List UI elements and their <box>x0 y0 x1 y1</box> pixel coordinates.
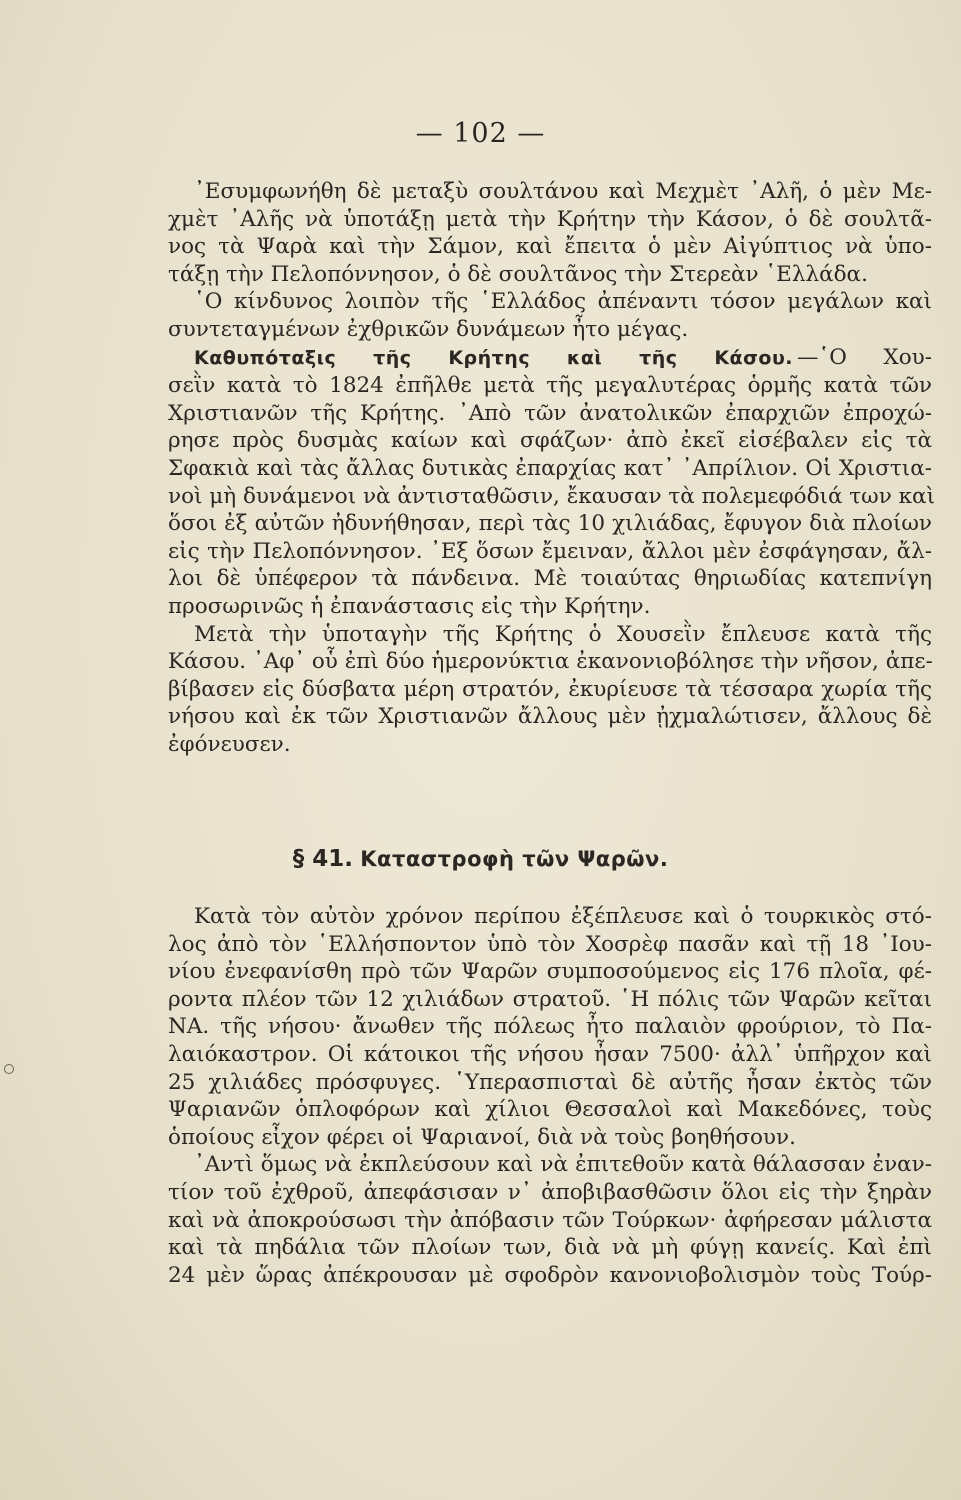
text-line: Κατὰ τὸν αὐτὸν χρόνον περίπου ἐξέπλευσε καὶ ὁ τουρκικὸς στό- <box>194 904 932 929</box>
text-line: ὁποίους εἶχον φέρει οἱ Ψαριανοί, διὰ νὰ τοὺς βοηθήσουν. <box>168 1124 796 1150</box>
text-line: λοι δὲ ὑπέφερον τὰ πάνδεινα. Μὲ τοιαύτας θηριωδίας κατεπνίγη <box>168 566 932 592</box>
text-line: βίβασεν εἰς δύσβατα μέρη στρατόν, ἐκυρίευσε τὰ τέσσαρα χωρία τῆς <box>168 676 932 702</box>
paragraph-block-top <box>168 178 936 758</box>
text-line: 25 χιλιάδες πρόσφυγες. ῾Υπερασπισταὶ δὲ αὐτῆς ἦσαν ἐκτὸς τῶν <box>168 1069 932 1095</box>
text-line: νος τὰ Ψαρὰ καὶ τὴν Σάμον, καὶ ἔπειτα ὁ μὲν Αἰγύπτιος νὰ ὑπο- <box>168 234 932 260</box>
text-line: Μετὰ τὴν ὑποταγὴν τῆς Κρήτης ὁ Χουσεῒν ἔπλευσε κατὰ τῆς <box>194 621 932 647</box>
text-line: καὶ νὰ ἀποκρούσωσι τὴν ἀπόβασιν τῶν Τούρκων· ἀφήρεσαν μάλιστα <box>168 1207 932 1233</box>
text-line: λαιόκαστρον. Οἱ κάτοικοι τῆς νήσου ἦσαν 7500· ἀλλ᾿ ὑπῆρχον καὶ <box>168 1041 932 1067</box>
margin-circle-mark <box>4 1064 14 1074</box>
text-line: χμὲτ ᾿Αλῆς νὰ ὑποτάξῃ μετὰ τὴν Κρήτην τὴν Κάσον, ὁ δὲ σουλτᾶ- <box>168 206 932 232</box>
text-line: νήσου καὶ ἐκ τῶν Χριστιανῶν ἄλλους μὲν ᾐχμαλώτισεν, ἄλλους δὲ <box>168 704 932 730</box>
text-line: ὅσοι ἐξ αὐτῶν ἠδυνήθησαν, περὶ τὰς 10 χιλιάδας, ἔφυγον διὰ πλοίων <box>168 511 932 537</box>
text-line: Κάσου. ᾿Αφ᾿ οὗ ἐπὶ δύο ἡμερονύκτια ἐκανονιοβόλησε τὴν νῆσον, ἀπε- <box>168 649 933 675</box>
text-line: ΝΑ. τῆς νήσου· ἄνωθεν τῆς πόλεως ἦτο παλαιὸν φρούριον, τὸ Πα- <box>168 1014 932 1040</box>
text-line: λος ἀπὸ τὸν ῾Ελλήσποντον ὑπὸ τὸν Χοσρὲφ πασᾶν καὶ τῇ 18 ᾿Ιου- <box>168 931 932 957</box>
text-line: Σφακιὰ καὶ τὰς ἄλλας δυτικὰς ἐπαρχίας κατ᾿ ᾿Απρίλιον. Οἱ Χριστια- <box>168 455 932 481</box>
subheading-title: Καθυπόταξις τῆς Κρήτης καὶ τῆς Κάσου. <box>194 346 794 369</box>
text-line: εἰς τὴν Πελοπόννησον. ᾿Εξ ὅσων ἔμειναν, ἄλλοι μὲν ἐσφάγησαν, ἄλ- <box>168 538 932 564</box>
text-line: ροντα πλέον τῶν 12 χιλιάδων στρατοῦ. ῾Η πόλις τῶν Ψαρῶν κεῖται <box>168 986 932 1012</box>
text-line: ρησε πρὸς δυσμὰς καίων καὶ σφάζων· ἀπὸ ἐκεῖ εἰσέβαλεν εἰς τὰ <box>168 428 932 454</box>
section-heading <box>0 846 961 872</box>
text-line: νοὶ μὴ δυνάμενοι νὰ ἀντισταθῶσιν, ἔκαυσαν τὰ πολεμεφόδιά των καὶ <box>168 483 936 509</box>
text-line: ᾿Εσυμφωνήθη δὲ μεταξὺ σουλτάνου καὶ Μεχμὲτ ᾿Αλῆ, ὁ μὲν Με- <box>194 179 932 204</box>
text-line: ᾿Αντὶ ὅμως νὰ ἐκπλεύσουν καὶ νὰ ἐπιτεθοῦν κατὰ θάλασσαν ἐναν- <box>194 1152 932 1178</box>
text-line: νίου ἐνεφανίσθη πρὸ τῶν Ψαρῶν συμποσούμενος εἰς 176 πλοῖα, φέ- <box>168 959 932 985</box>
text-line: σεῒν κατὰ τὸ 1824 ἐπῆλθε μετὰ τῆς μεγαλυτέρας ὁρμῆς κατὰ τῶν <box>168 373 932 399</box>
text-line: τάξῃ τὴν Πελοπόννησον, ὁ δὲ σουλτᾶνος τὴν Στερεὰν ῾Ελλάδα. <box>168 261 868 287</box>
subheading-continuation: —῾Ο Χου- <box>797 344 932 370</box>
text-line: ἐφόνευσεν. <box>168 731 291 757</box>
text-line: συντεταγμένων ἐχθρικῶν δυνάμεων ἦτο μέγας. <box>168 316 689 342</box>
text-line: ῾Ο κίνδυνος λοιπὸν τῆς ῾Ελλάδος ἀπέναντι τόσον μεγάλων καὶ <box>194 289 932 315</box>
paragraph-block-bottom <box>168 903 932 1289</box>
section-title: Καταστροφὴ τῶν Ψαρῶν. <box>360 847 669 871</box>
page-number: — 102 — <box>415 118 546 149</box>
text-line: τίον τοῦ ἐχθροῦ, ἀπεφάσισαν ν᾿ ἀποβιβασθῶσιν ὅλοι εἰς τὴν ξηρὰν <box>168 1179 932 1205</box>
text-line: Χριστιανῶν τῆς Κρήτης. ᾿Απὸ τῶν ἀνατολικῶν ἐπαρχιῶν ἐπροχώ- <box>168 400 932 426</box>
subheading-line <box>168 344 932 373</box>
text-line: καὶ τὰ πηδάλια τῶν πλοίων των, διὰ νὰ μὴ φύγῃ κανείς. Καὶ ἐπὶ <box>168 1235 932 1261</box>
section-number: § 41. <box>292 846 353 872</box>
text-line: προσωρινῶς ἡ ἐπανάστασις εἰς τὴν Κρήτην. <box>168 593 651 619</box>
text-line: Ψαριανῶν ὁπλοφόρων καὶ χίλιοι Θεσσαλοὶ καὶ Μακεδόνες, τοὺς <box>168 1097 932 1123</box>
text-line: 24 μὲν ὥρας ἀπέκρουσαν μὲ σφοδρὸν κανονιοβολισμὸν τοὺς Τούρ- <box>168 1262 932 1288</box>
